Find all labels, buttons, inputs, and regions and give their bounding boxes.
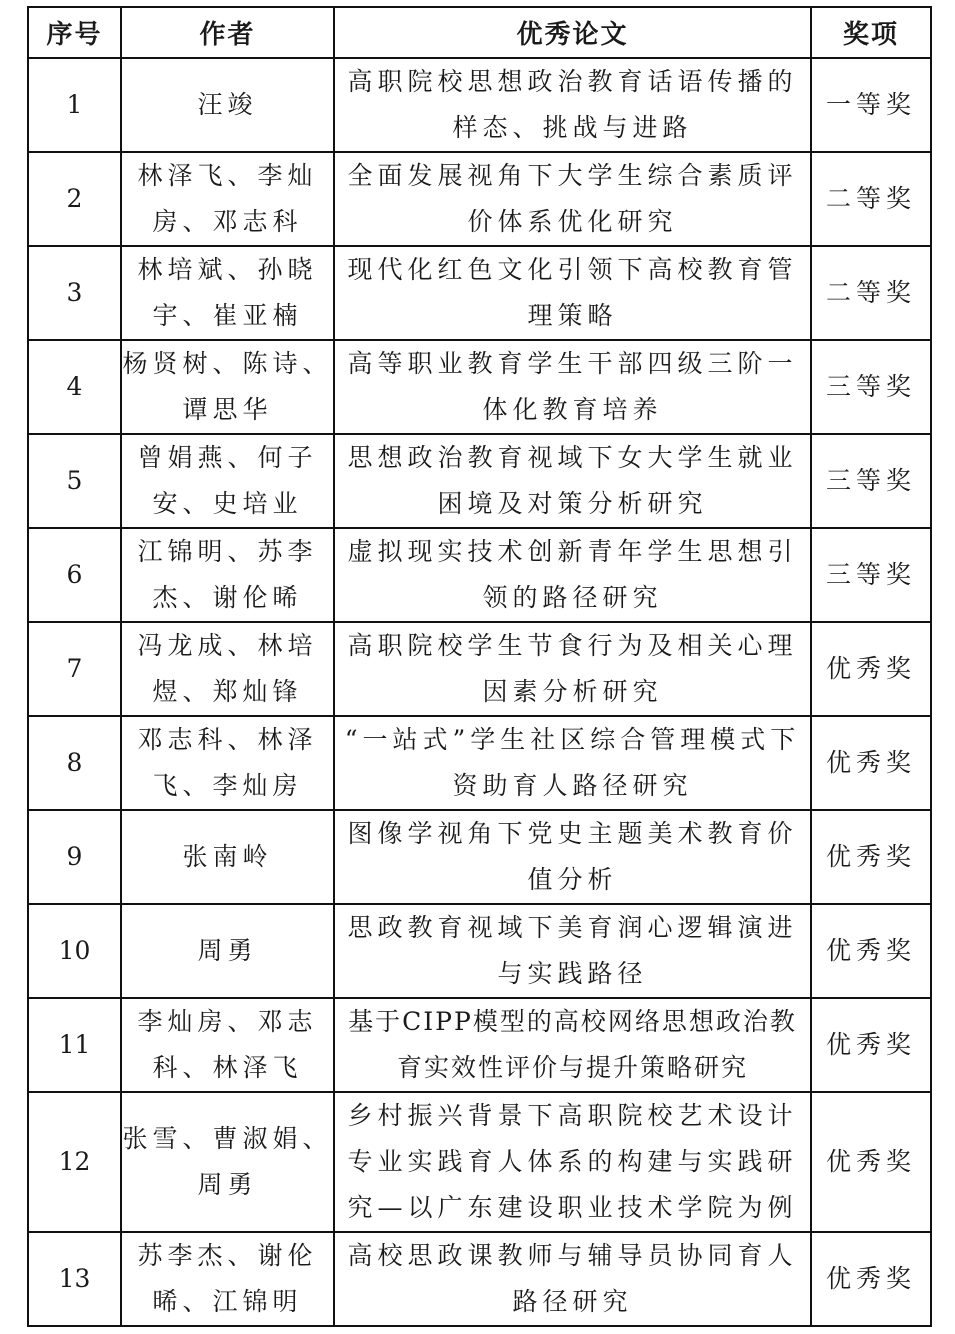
row-index: 8 [28,716,121,810]
row-award: 优秀奖 [811,1092,931,1232]
row-paper: “一站式”学生社区综合管理模式下资助育人路径研究 [334,716,811,810]
row-index: 12 [28,1092,121,1232]
table-row [28,904,931,998]
row-paper: 高职院校学生节食行为及相关心理因素分析研究 [334,622,811,716]
row-author: 江锦明、苏李杰、谢伦晞 [121,528,334,622]
row-award: 优秀奖 [811,622,931,716]
row-author: 林泽飞、李灿房、邓志科 [121,152,334,246]
table-row [28,434,931,528]
row-paper: 高职院校思想政治教育话语传播的样态、挑战与进路 [334,58,811,152]
header-row [28,7,931,58]
row-paper: 全面发展视角下大学生综合素质评价体系优化研究 [334,152,811,246]
row-index: 6 [28,528,121,622]
row-award: 三等奖 [811,434,931,528]
table-row [28,340,931,434]
row-author: 苏李杰、谢伦晞、江锦明 [121,1232,334,1326]
table-row [28,246,931,340]
row-author: 张雪、曹淑娟、周勇 [121,1092,334,1232]
row-paper: 乡村振兴背景下高职院校艺术设计专业实践育人体系的构建与实践研究—以广东建设职业技术学院为例 [334,1092,811,1232]
row-index: 9 [28,810,121,904]
row-paper: 现代化红色文化引领下高校教育管理策略 [334,246,811,340]
row-award: 二等奖 [811,152,931,246]
row-award: 二等奖 [811,246,931,340]
header-author: 作者 [121,7,334,58]
table-row [28,622,931,716]
row-index: 2 [28,152,121,246]
row-paper: 思政教育视域下美育润心逻辑演进与实践路径 [334,904,811,998]
row-index: 11 [28,998,121,1092]
row-paper: 虚拟现实技术创新青年学生思想引领的路径研究 [334,528,811,622]
row-paper: 高等职业教育学生干部四级三阶一体化教育培养 [334,340,811,434]
row-index: 4 [28,340,121,434]
row-author: 张南岭 [121,810,334,904]
row-award: 优秀奖 [811,998,931,1092]
row-index: 3 [28,246,121,340]
row-author: 李灿房、邓志科、林泽飞 [121,998,334,1092]
row-author: 邓志科、林泽飞、李灿房 [121,716,334,810]
table-row [28,152,931,246]
row-award: 优秀奖 [811,1232,931,1326]
row-award: 三等奖 [811,528,931,622]
row-author: 林培斌、孙晓宇、崔亚楠 [121,246,334,340]
table-row [28,1092,931,1232]
header-paper: 优秀论文 [334,7,811,58]
row-award: 优秀奖 [811,810,931,904]
row-paper: 高校思政课教师与辅导员协同育人路径研究 [334,1232,811,1326]
row-index: 10 [28,904,121,998]
row-author: 曾娟燕、何子安、史培业 [121,434,334,528]
table-row [28,716,931,810]
row-paper: 图像学视角下党史主题美术教育价值分析 [334,810,811,904]
row-author: 汪竣 [121,58,334,152]
row-paper: 基于CIPP模型的高校网络思想政治教育实效性评价与提升策略研究 [334,998,811,1092]
row-paper: 思想政治教育视域下女大学生就业困境及对策分析研究 [334,434,811,528]
header-index: 序号 [28,7,121,58]
table-row [28,1232,931,1326]
table-row [28,998,931,1092]
award-table [27,6,932,1327]
table-row [28,528,931,622]
row-author: 周勇 [121,904,334,998]
header-award: 奖项 [811,7,931,58]
row-award: 一等奖 [811,58,931,152]
row-award: 优秀奖 [811,716,931,810]
row-award: 优秀奖 [811,904,931,998]
table-row [28,58,931,152]
row-author: 冯龙成、林培煜、郑灿锋 [121,622,334,716]
row-index: 13 [28,1232,121,1326]
row-index: 1 [28,58,121,152]
row-author: 杨贤树、陈诗、谭思华 [121,340,334,434]
table-row [28,810,931,904]
row-index: 7 [28,622,121,716]
row-award: 三等奖 [811,340,931,434]
row-index: 5 [28,434,121,528]
